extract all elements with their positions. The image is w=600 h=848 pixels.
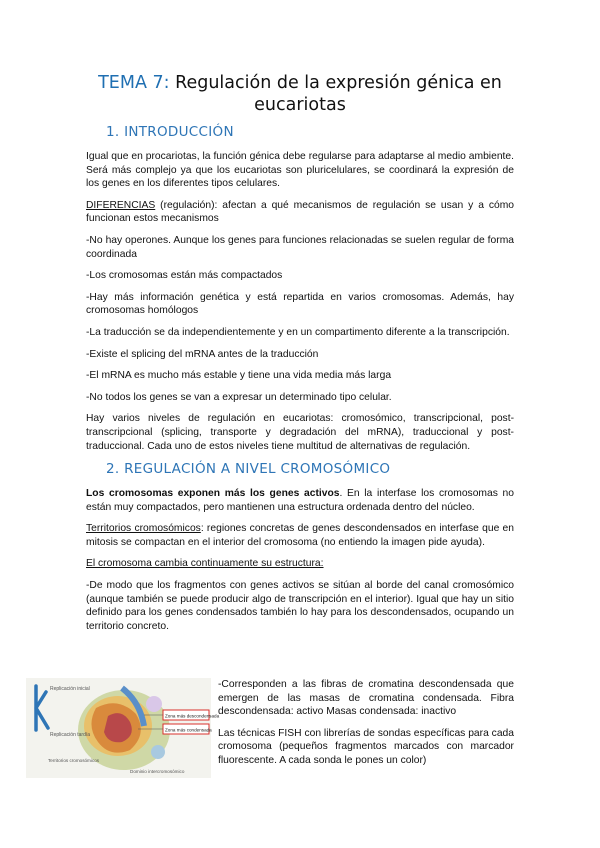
fish-paragraph: Las técnicas FISH con librerías de sondas específicas para cada cromosoma (pequeños fragmentos marcados con marcador fluorescente. A cada sonda le pones un color) (218, 727, 514, 766)
list-item: -Los cromosomas están más compactados (86, 270, 283, 282)
active-genes-paragraph: -De modo que los fragmentos con genes activos se sitúan al borde del canal cromosómico (aunque también se puede producir algo de transcripción en el interior). Igual que hay un sitio definido para los genes condensados también lo hay para los descondensados, ocupando un territorio concreto. (86, 580, 514, 632)
zona-condensada-label: Zona más condensada (165, 727, 212, 733)
bold-statement: Los cromosomas exponen más los genes activos (86, 488, 340, 500)
dominio-label: Dominio intercromosómico (130, 769, 185, 774)
fibers-paragraph: -Corresponden a las fibras de cromatina descondensada que emergen de las masas de cromatina condensada. Fibra descondensada: activo Masas condensada: inactivo (218, 679, 514, 718)
document-title (86, 72, 514, 116)
list-item: -No hay operones. Aunque los genes para funciones relacionadas se suelen regular de forma coordinada (86, 234, 514, 260)
chromosome-paragraph (86, 487, 514, 514)
title-number: TEMA 7: (98, 73, 170, 93)
chromosome-text: . En la interfase los cromosomas no están muy compactados, pero mantienen una estructura ordenada dentro del núcleo. (86, 488, 514, 513)
levels-paragraph: Hay varios niveles de regulación en eucariotas: cromosómico, transcripcional, post-transcripcional (splicing, transporte y degradación del mRNA), traduccional y post-traduccional. Cada uno de estos niveles tiene multitud de alternativas de regulación. (86, 413, 514, 452)
differences-label: DIFERENCIAS (86, 199, 156, 211)
document-page (86, 72, 514, 641)
list-item: -Hay más información genética y está repartida en varios cromosomas. Además, hay cromosomas homólogos (86, 291, 514, 317)
differences-text: (regulación): afectan a qué mecanismos de regulación se usan y a cómo funcionan estos mecanismos (86, 199, 514, 225)
list-item: -Existe el splicing del mRNA antes de la traducción (86, 348, 319, 360)
territories-paragraph (86, 522, 514, 549)
section-2-heading: 2. REGULACIÓN A NIVEL CROMOSÓMICO (106, 461, 391, 478)
structure-change-heading: El cromosoma cambia continuamente su estructura: (86, 558, 324, 570)
chromosome-territory-figure (26, 678, 220, 778)
replicacion-tardia-label: Replicación tardía (50, 732, 91, 738)
title-text: Regulación de la expresión génica en eucariotas (169, 73, 502, 115)
figure-illustration (26, 678, 220, 778)
replicacion-inicial-label: Replicación inicial (50, 686, 90, 692)
territories-label: Territorios cromosómicos (86, 523, 201, 535)
zona-descondensada-label: Zona más descondensada (165, 713, 220, 719)
list-item: -El mRNA es mucho más estable y tiene una vida media más larga (86, 370, 392, 382)
differences-paragraph (86, 199, 514, 226)
figure-side-text (218, 678, 514, 776)
list-item: -La traducción se da independientemente y en un compartimento diferente a la transcripción. (86, 326, 510, 338)
list-item: -No todos los genes se van a expresar un determinado tipo celular. (86, 391, 392, 403)
section-1-heading: 1. INTRODUCCIÓN (106, 124, 234, 140)
territorios-label: Territorios cromosómicos (48, 758, 100, 763)
territories-text: : regiones concretas de genes descondensados en interfase que en mitosis se compactan en el interior del cromosoma (no entiendo la imagen pide ayuda). (86, 523, 514, 548)
intro-paragraph: Igual que en procariotas, la función génica debe regularse para adaptarse al medio ambiente. Será más complejo ya que los eucariotas son pluricelulares, se coordinará la expresión de los genes en los diferentes tipos celulares. (86, 151, 514, 190)
